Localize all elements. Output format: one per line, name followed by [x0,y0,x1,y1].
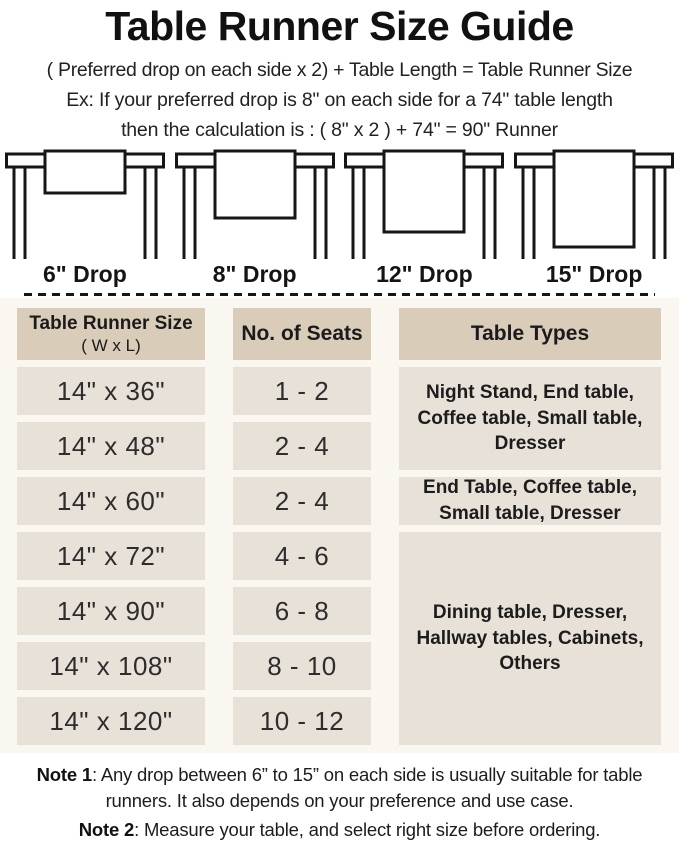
table-runner-drawing [344,149,504,259]
runner-size-cell: 14" x 90" [17,587,205,635]
header-no-of-seats-label: No. of Seats [241,322,363,345]
runner-size-cell: 14" x 72" [17,532,205,580]
dashed-divider [24,293,655,296]
page-title [0,0,679,50]
header-table-types-label: Table Types [470,322,590,345]
table-runner-drawing [514,149,674,259]
header-runner-size-line2: ( W x L) [81,335,141,355]
note-1-label: Note 1 [36,764,92,785]
seats-cell: 10 - 12 [233,697,371,745]
runner-size-cell: 14" x 120" [17,697,205,745]
runner-size-cell: 14" x 60" [17,477,205,525]
drop-label: 15" Drop [545,261,643,287]
table-types-cell: Dining table, Dresser, Hallway tables, Cabinets, Others [399,532,661,745]
table-illustration [340,149,510,259]
table-illustration [170,149,340,259]
runner-size-cell: 14" x 108" [17,642,205,690]
note-2-label: Note 2 [78,818,135,840]
seats-cell: 8 - 10 [233,642,371,690]
size-table-section [0,298,679,753]
header-table-types [399,308,661,360]
seats-cell: 6 - 8 [233,587,371,635]
drop-labels-row [0,261,679,288]
note-2-text: : Measure your table, and select right size before ordering. [134,818,601,840]
table-runner-drawing [5,149,165,259]
table-runner-drawing [175,149,335,259]
runner-size-cell: 14" x 36" [17,367,205,415]
header-runner-size [17,308,205,360]
drop-label: 12" Drop [376,261,473,287]
note-2 [7,817,672,843]
seats-cell: 4 - 6 [233,532,371,580]
example-line-1: Ex: If your preferred drop is 8" on each side for a 74" table length [66,89,613,111]
notes-block [7,762,672,843]
formula-text: ( Preferred drop on each side x 2) + Table Length = Table Runner Size [46,59,633,81]
drop-label: 8" Drop [212,261,297,287]
table-types-cell: Night Stand, End table, Coffee table, Small table, Dresser [399,367,661,470]
example-line-2: then the calculation is : ( 8" x 2 ) + 74" = 90" Runner [121,119,558,141]
header-no-of-seats [233,308,371,360]
drop-label: 6" Drop [43,261,127,287]
table-illustration [0,149,170,259]
page-title-text: Table Runner Size Guide [105,3,574,49]
size-table [17,308,679,745]
seats-cell: 1 - 2 [233,367,371,415]
runner-size-cell: 14" x 48" [17,422,205,470]
header-runner-size-line1: Table Runner Size [29,312,193,334]
seats-cell: 2 - 4 [233,422,371,470]
drop-illustrations-row [0,149,679,259]
note-1 [7,762,672,815]
seats-cell: 2 - 4 [233,477,371,525]
table-types-cell: End Table, Coffee table, Small table, Dresser [399,477,661,525]
note-1-text: : Any drop between 6” to 15” on each side is usually suitable for table runners. It also depends on your preference and use case. [91,764,643,812]
table-illustration [509,149,679,259]
